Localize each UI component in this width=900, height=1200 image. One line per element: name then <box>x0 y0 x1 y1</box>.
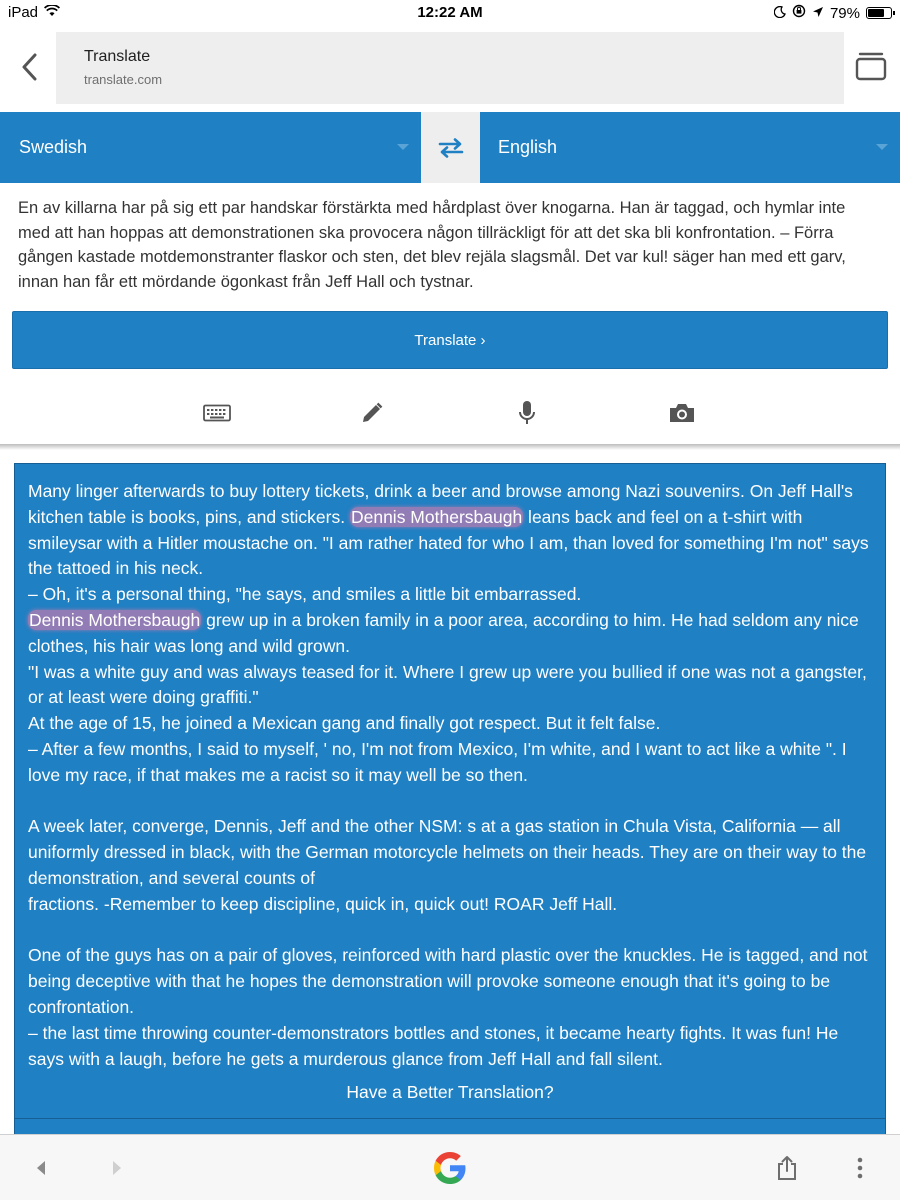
keyboard-icon[interactable] <box>202 398 232 428</box>
divider <box>15 1118 885 1119</box>
result-paragraph: A week later, converge, Dennis, Jeff and the other NSM: s at a gas station in Chula Vista, California — all uniformly dressed in black, with the German motorcycle helmets on their heads. They are on their way to the demonstration, and several counts of <box>28 816 867 888</box>
highlighted-name: Dennis Mothersbaugh <box>29 609 201 630</box>
google-logo-icon[interactable] <box>430 1148 470 1188</box>
source-language-select[interactable] <box>0 112 421 183</box>
browser-bottom-toolbar <box>0 1134 900 1200</box>
back-arrow-icon[interactable] <box>14 50 44 84</box>
target-language-label: English <box>498 137 558 157</box>
translation-result-text <box>28 479 876 1072</box>
result-paragraph: – the last time throwing counter-demonstrators bottles and stones, it became hearty fights. It was fun! He says with a laugh, before he gets a murderous glance from Jeff Hall and fall silent. <box>28 1022 839 1069</box>
highlighted-name: Dennis Mothersbaugh <box>350 506 523 527</box>
device-label: iPad <box>8 4 39 21</box>
translation-result-panel <box>14 463 886 1143</box>
moon-icon <box>774 5 786 22</box>
source-text-area[interactable]: En av killarna har på sig ett par handskar förstärkta med hårdplast över knogarna. Han är taggad, och hymlar inte med att han hoppas att demonstrationen ska provocera någon tillräckligt för att det ska bli konfrontation. – Förra gången kastade motdemonstranter flaskor och sten, det blev rejäla slagsmål. Det var kul! säger han med ett garv, innan han får ett mördande ögonkast från Jeff Hall och tystnar. <box>18 199 846 291</box>
pencil-icon[interactable] <box>357 398 387 428</box>
chevron-down-icon <box>876 144 888 150</box>
page-title: Translate <box>84 48 151 65</box>
source-language-label: Swedish <box>19 137 88 157</box>
better-translation-link[interactable]: Have a Better Translation? <box>346 1082 554 1102</box>
address-bar[interactable] <box>56 32 844 104</box>
result-paragraph: "I was a white guy and was always teased for it. Where I grew up were you bullied if one was not a gangster, or at least were doing graffiti." <box>28 661 867 708</box>
forward-icon[interactable] <box>104 1155 130 1181</box>
result-paragraph: Dennis Mothersbaugh grew up in a broken family in a poor area, according to him. He had seldom any nice clothes, his hair was long and wild grown. <box>28 609 859 656</box>
share-icon[interactable] <box>774 1155 800 1181</box>
result-paragraph: – Oh, it's a personal thing, "he says, and smiles a little bit embarrassed. <box>28 584 582 605</box>
input-tools <box>0 384 900 444</box>
result-paragraph: – After a few months, I said to myself, ' no, I'm not from Mexico, I'm white, and I want to act like a white ". I love my race, if that makes me a racist so it may well be so then. <box>28 738 847 785</box>
more-vert-icon[interactable] <box>847 1155 873 1181</box>
swap-languages-button[interactable] <box>421 112 480 183</box>
result-paragraph: At the age of 15, he joined a Mexican gang and finally got respect. But it felt false. <box>28 713 661 734</box>
orientation-lock-icon <box>792 4 806 22</box>
page-host: translate.com <box>84 72 163 87</box>
status-time: 12:22 AM <box>417 4 483 21</box>
result-paragraph: One of the guys has on a pair of gloves, reinforced with hard plastic over the knuckles. He is tagged, and not being deceptive with that he hopes the demonstration will provoke someone enough that it's going to be confrontation. <box>28 945 868 1017</box>
status-bar <box>0 0 900 26</box>
battery-icon <box>866 7 892 19</box>
divider <box>0 444 900 450</box>
result-paragraph: Many linger afterwards to buy lottery tickets, drink a beer and browse among Nazi souvenirs. On Jeff Hall's kitchen table is books, pins, and stickers. Dennis Mothersbaugh leans back and feel on a t-shirt with smileysar with a Hitler moustache on. "I am rather hated for who I am, than loved for something I'm not" says the tattoed in his neck. <box>28 481 869 579</box>
chevron-down-icon <box>397 144 409 150</box>
translate-button[interactable]: Translate › <box>12 311 888 369</box>
location-arrow-icon <box>812 5 824 22</box>
target-language-select[interactable] <box>480 112 900 183</box>
browser-toolbar <box>0 26 900 112</box>
back-icon[interactable] <box>28 1155 54 1181</box>
camera-icon[interactable] <box>667 398 697 428</box>
result-paragraph: fractions. -Remember to keep discipline, quick in, quick out! ROAR Jeff Hall. <box>28 893 618 914</box>
microphone-icon[interactable] <box>512 398 542 428</box>
battery-percent: 79% <box>829 4 860 22</box>
swap-icon <box>438 138 464 158</box>
tabs-icon[interactable] <box>854 50 888 82</box>
language-bar <box>0 112 900 183</box>
